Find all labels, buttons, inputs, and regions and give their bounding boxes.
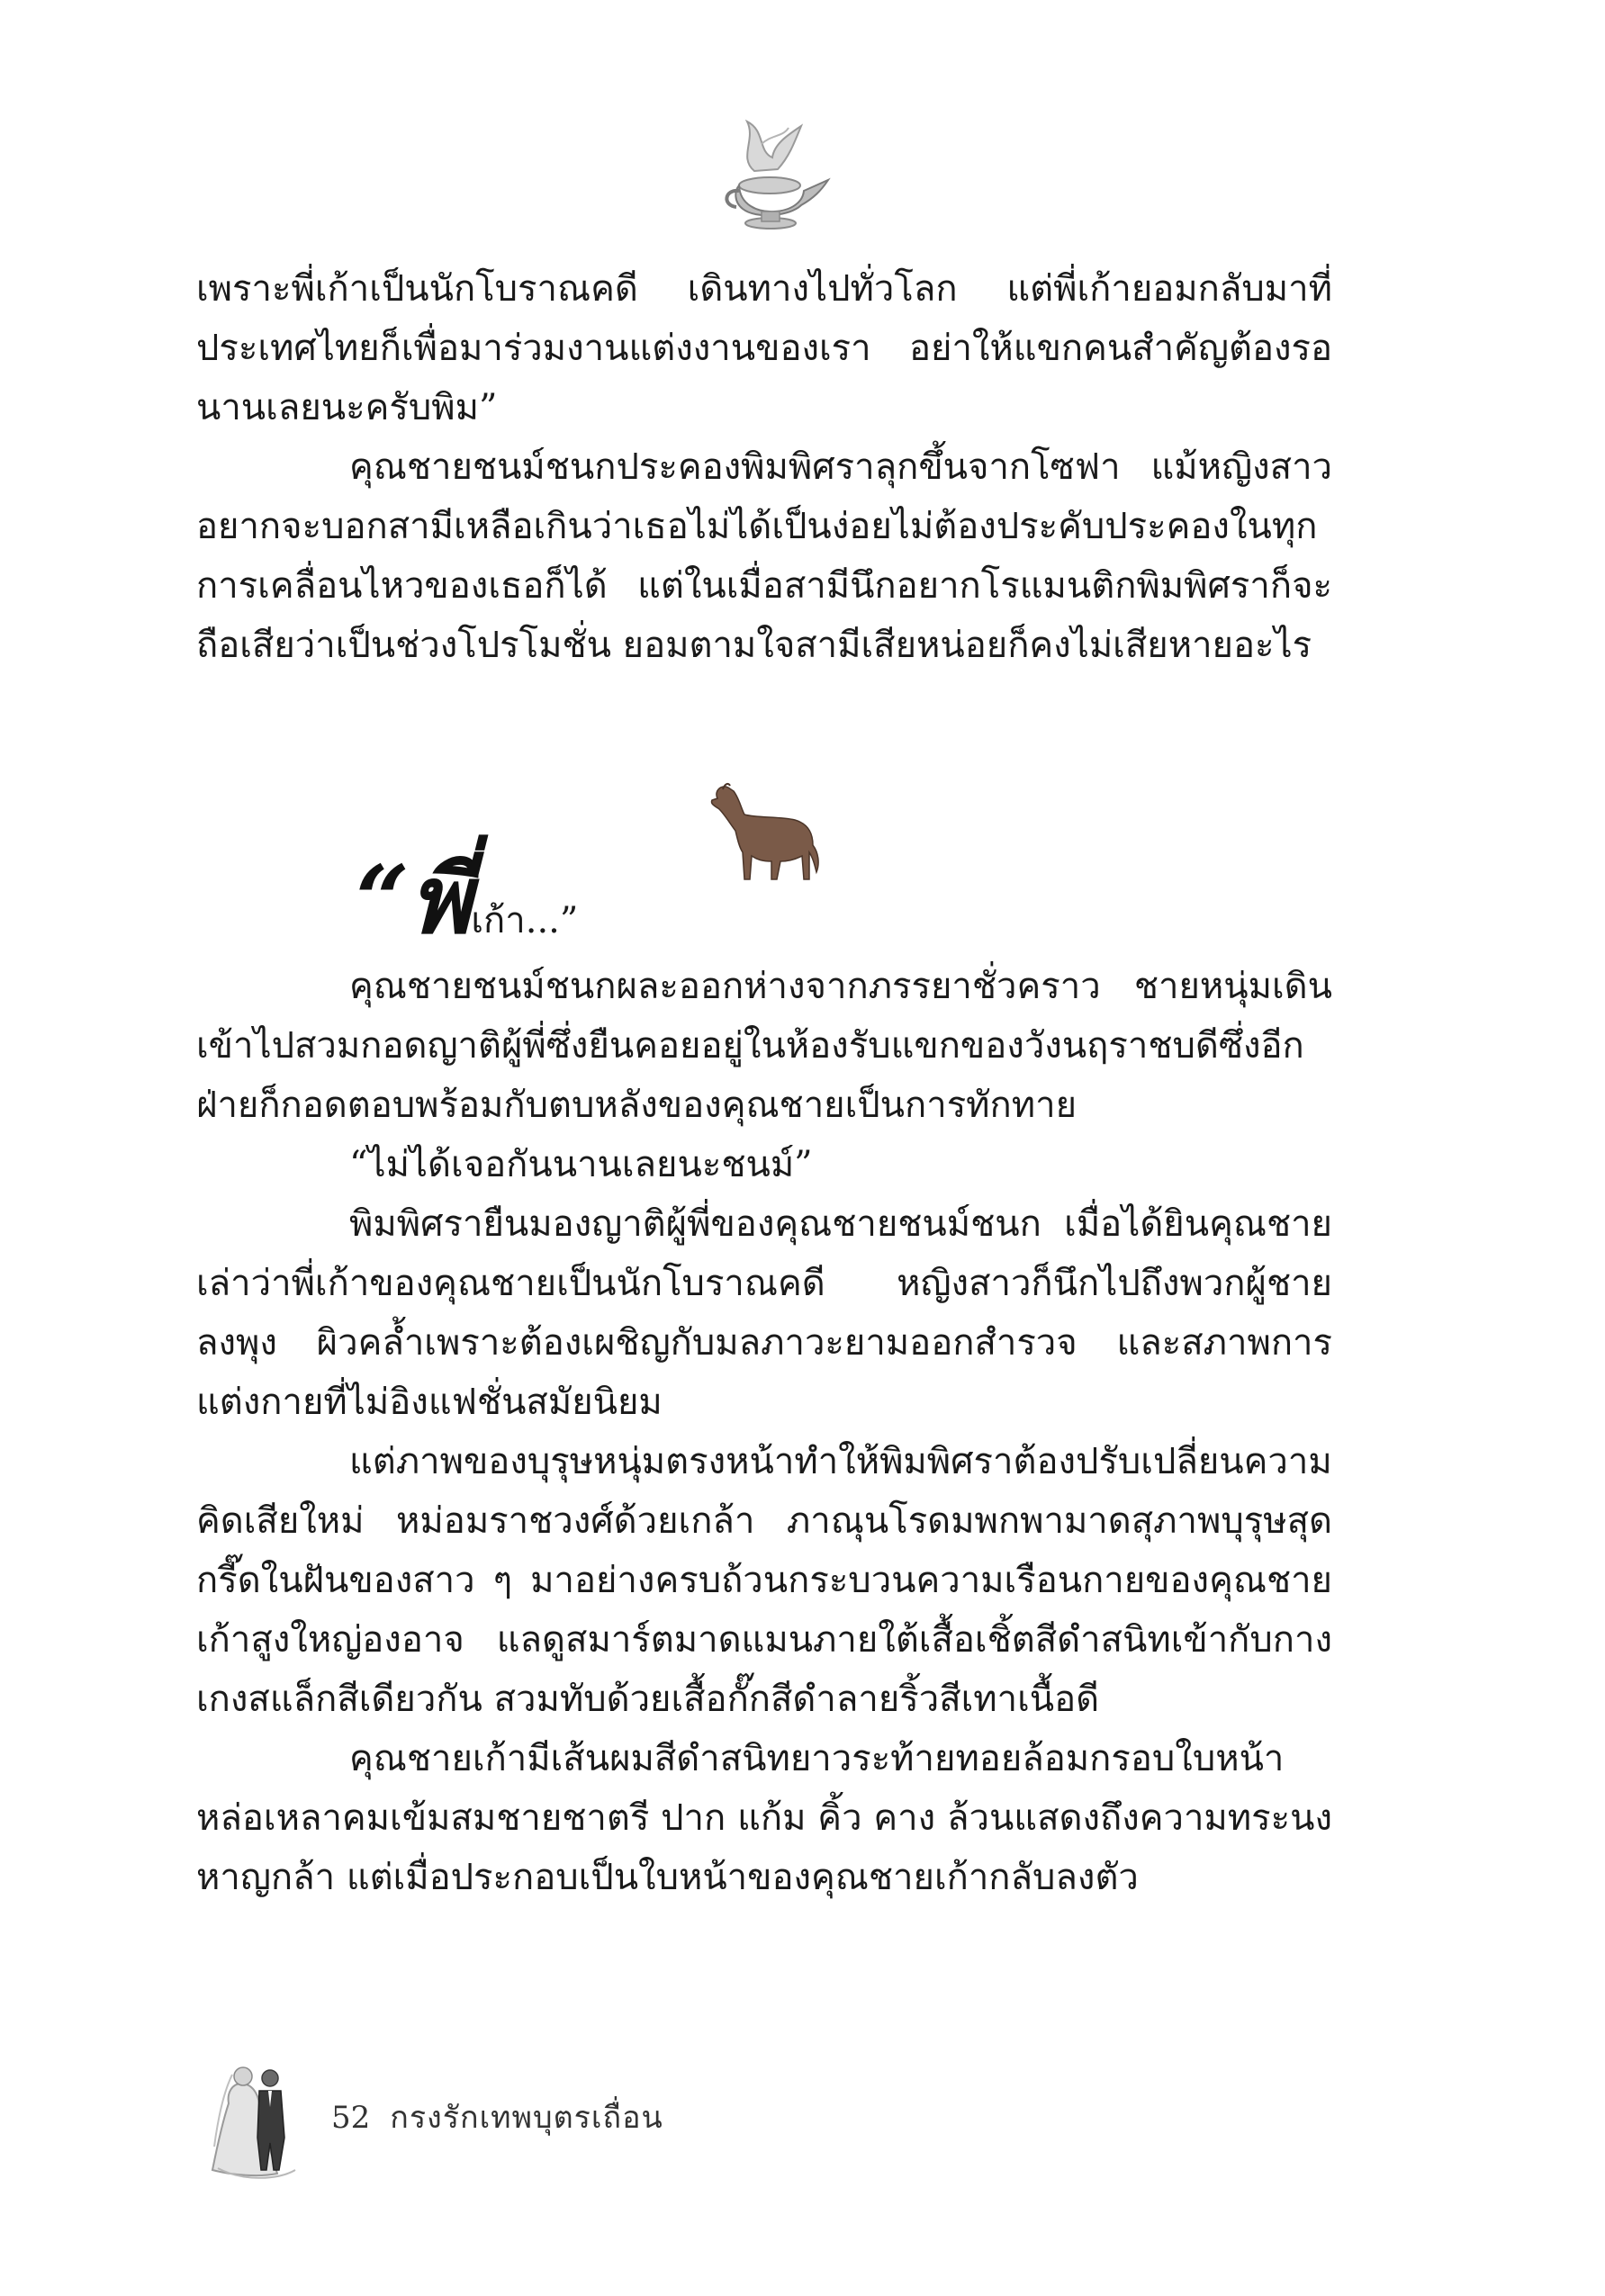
paragraph: คุณชายชนม์ชนกประคองพิมพิศราลุกขึ้นจากโซฟา แม้หญิงสาวอยากจะบอกสามีเหลือเกินว่าเธอไม่ได้เป็นง่อยไม่ต้องประคับประคองในทุกการเคลื่อนไหวของเธอก็ได้ แต่ในเมื่อสามีนึกอยากโรแมนติกพิมพิศราก็จะถือเสียว่าเป็นช่วงโปรโมชั่น ยอมตามใจสามีเสียหน่อยก็คงไม่เสียหายอะไร	[196, 446, 1332, 666]
text-block-bottom	[196, 957, 1332, 1907]
dialog-heading	[356, 842, 578, 959]
paragraph: คุณชายชนม์ชนกผละออกห่างจากภรรยาชั่วคราว ชายหนุ่มเดินเข้าไปสวมกอดญาติผู้พี่ซึ่งยืนคอยอยู่ในห้องรับแขกของวังนฤราชบดีซึ่งอีกฝ่ายก็กอดตอบพร้อมกับตบหลังของคุณชายเป็นการทักทาย	[196, 966, 1332, 1126]
paragraph: พิมพิศรายืนมองญาติผู้พี่ของคุณชายชนม์ชนก เมื่อได้ยินคุณชายเล่าว่าพี่เก้าของคุณชายเป็นนักโบราณคดี หญิงสาวก็นึกไปถึงพวกผู้ชายลงพุง ผิวคล้ำเพราะต้องเผชิญกับมลภาวะยามออกสำรวจ และสภาพการแต่งกายที่ไม่อิงแฟชั่นสมัยนิยม	[196, 1203, 1332, 1423]
book-title: กรงรักเทพบุตรเถื่อน	[390, 2100, 663, 2136]
text-block-top	[196, 259, 1332, 675]
paragraph: คุณชายเก้ามีเส้นผมสีดำสนิทยาวระท้ายทอยล้อมกรอบใบหน้าหล่อเหลาคมเข้มสมชายชาตรี ปาก แก้ม คิ้ว คาง ล้วนแสดงถึงความทระนงหาญกล้า แต่เมื่อประกอบเป็นใบหน้าของคุณชายเก้ากลับลงตัว	[196, 1738, 1333, 1898]
horse-icon	[698, 779, 824, 887]
magic-lamp-icon	[702, 108, 837, 234]
paragraph: แต่ภาพของบุรุษหนุ่มตรงหน้าทำให้พิมพิศราต้องปรับเปลี่ยนความคิดเสียใหม่ หม่อมราชวงศ์ด้วยเกล้า ภาณุนโรดมพกพามาดสุภาพบุรุษสุดกรี๊ดในฝันของสาว ๆ มาอย่างครบถ้วนกระบวนความเรือนกายของคุณชายเก้าสูงใหญ่องอาจ แลดูสมาร์ตมาดแมนภายใต้เสื้อเชิ้ตสีดำสนิทเข้ากับกางเกงสแล็กสีเดียวกัน สวมทับด้วยเสื้อกั๊กสีดำลายริ้วสีเทาเนื้อดี	[196, 1441, 1332, 1720]
page-number: 52	[331, 2100, 371, 2136]
page-footer	[331, 2100, 663, 2136]
dialog-heading-small: เก้า...”	[471, 900, 579, 941]
dialog-heading-big: “พี่	[356, 844, 472, 955]
wedding-couple-icon	[205, 2057, 304, 2183]
paragraph: เพราะพี่เก้าเป็นนักโบราณคดี เดินทางไปทั่วโลก แต่พี่เก้ายอมกลับมาที่ประเทศไทยก็เพื่อมาร่วมงานแต่งงานของเรา อย่าให้แขกคนสำคัญต้องรอนานเลยนะครับพิม”	[196, 268, 1332, 428]
paragraph: “ไม่ได้เจอกันนานเลยนะชนม์”	[349, 1144, 813, 1185]
